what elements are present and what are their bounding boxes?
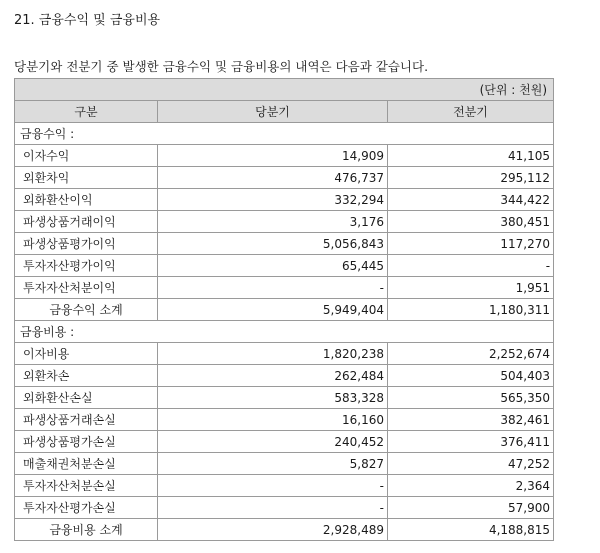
current-value: 240,452 [158,431,388,453]
subtotal-row-finance-income [15,299,554,321]
current-value: - [158,497,388,519]
subtotal-current-value: 5,949,404 [158,299,388,321]
previous-value: 504,403 [388,365,554,387]
current-value: 262,484 [158,365,388,387]
subtotal-previous-value: 4,188,815 [388,519,554,541]
section-label: 금융수익 : [15,123,554,145]
row-name: 매출채권처분손실 [15,453,158,475]
table-row [15,189,554,211]
current-value: 1,820,238 [158,343,388,365]
current-value: 5,056,843 [158,233,388,255]
column-header-current-quarter: 당분기 [158,101,388,123]
current-value: 14,909 [158,145,388,167]
finance-income-cost-table [14,78,554,541]
subtotal-current-value: 2,928,489 [158,519,388,541]
current-value: 65,445 [158,255,388,277]
table-row [15,145,554,167]
previous-value: - [388,255,554,277]
section-row-finance-income [15,123,554,145]
note-heading: 21. 금융수익 및 금융비용 [14,13,161,28]
table-row [15,431,554,453]
table-row [15,409,554,431]
previous-value: 295,112 [388,167,554,189]
previous-value: 41,105 [388,145,554,167]
intro-text: 당분기와 전분기 중 발생한 금융수익 및 금융비용의 내역은 다음과 같습니다. [14,59,429,74]
current-value: 583,328 [158,387,388,409]
subtotal-previous-value: 1,180,311 [388,299,554,321]
row-name: 투자자산평가손실 [15,497,158,519]
subtotal-name: 금융비용 소계 [15,519,158,541]
row-name: 외환차익 [15,167,158,189]
current-value: - [158,475,388,497]
current-value: - [158,277,388,299]
finance-table-container [14,78,553,541]
table-row [15,277,554,299]
table-row [15,211,554,233]
row-name: 외화환산이익 [15,189,158,211]
table-row [15,233,554,255]
column-header-row [15,101,554,123]
previous-value: 382,461 [388,409,554,431]
row-name: 외환차손 [15,365,158,387]
previous-value: 57,900 [388,497,554,519]
table-row [15,453,554,475]
previous-value: 1,951 [388,277,554,299]
previous-value: 344,422 [388,189,554,211]
subtotal-name: 금융수익 소계 [15,299,158,321]
table-row [15,387,554,409]
previous-value: 2,364 [388,475,554,497]
previous-value: 2,252,674 [388,343,554,365]
table-row [15,497,554,519]
current-value: 476,737 [158,167,388,189]
column-header-previous-quarter: 전분기 [388,101,554,123]
current-value: 3,176 [158,211,388,233]
unit-label: (단위 : 천원) [15,79,554,101]
row-name: 파생상품평가이익 [15,233,158,255]
subtotal-row-finance-costs [15,519,554,541]
row-name: 파생상품거래손실 [15,409,158,431]
table-row [15,365,554,387]
table-row [15,475,554,497]
current-value: 5,827 [158,453,388,475]
previous-value: 565,350 [388,387,554,409]
previous-value: 117,270 [388,233,554,255]
table-row [15,343,554,365]
row-name: 투자자산평가이익 [15,255,158,277]
table-row [15,167,554,189]
section-label: 금융비용 : [15,321,554,343]
row-name: 이자비용 [15,343,158,365]
previous-value: 376,411 [388,431,554,453]
section-row-finance-costs [15,321,554,343]
previous-value: 47,252 [388,453,554,475]
table-row [15,255,554,277]
row-name: 이자수익 [15,145,158,167]
previous-value: 380,451 [388,211,554,233]
row-name: 투자자산처분이익 [15,277,158,299]
row-name: 투자자산처분손실 [15,475,158,497]
row-name: 파생상품평가손실 [15,431,158,453]
unit-row [15,79,554,101]
current-value: 332,294 [158,189,388,211]
current-value: 16,160 [158,409,388,431]
row-name: 파생상품거래이익 [15,211,158,233]
row-name: 외화환산손실 [15,387,158,409]
column-header-category: 구분 [15,101,158,123]
